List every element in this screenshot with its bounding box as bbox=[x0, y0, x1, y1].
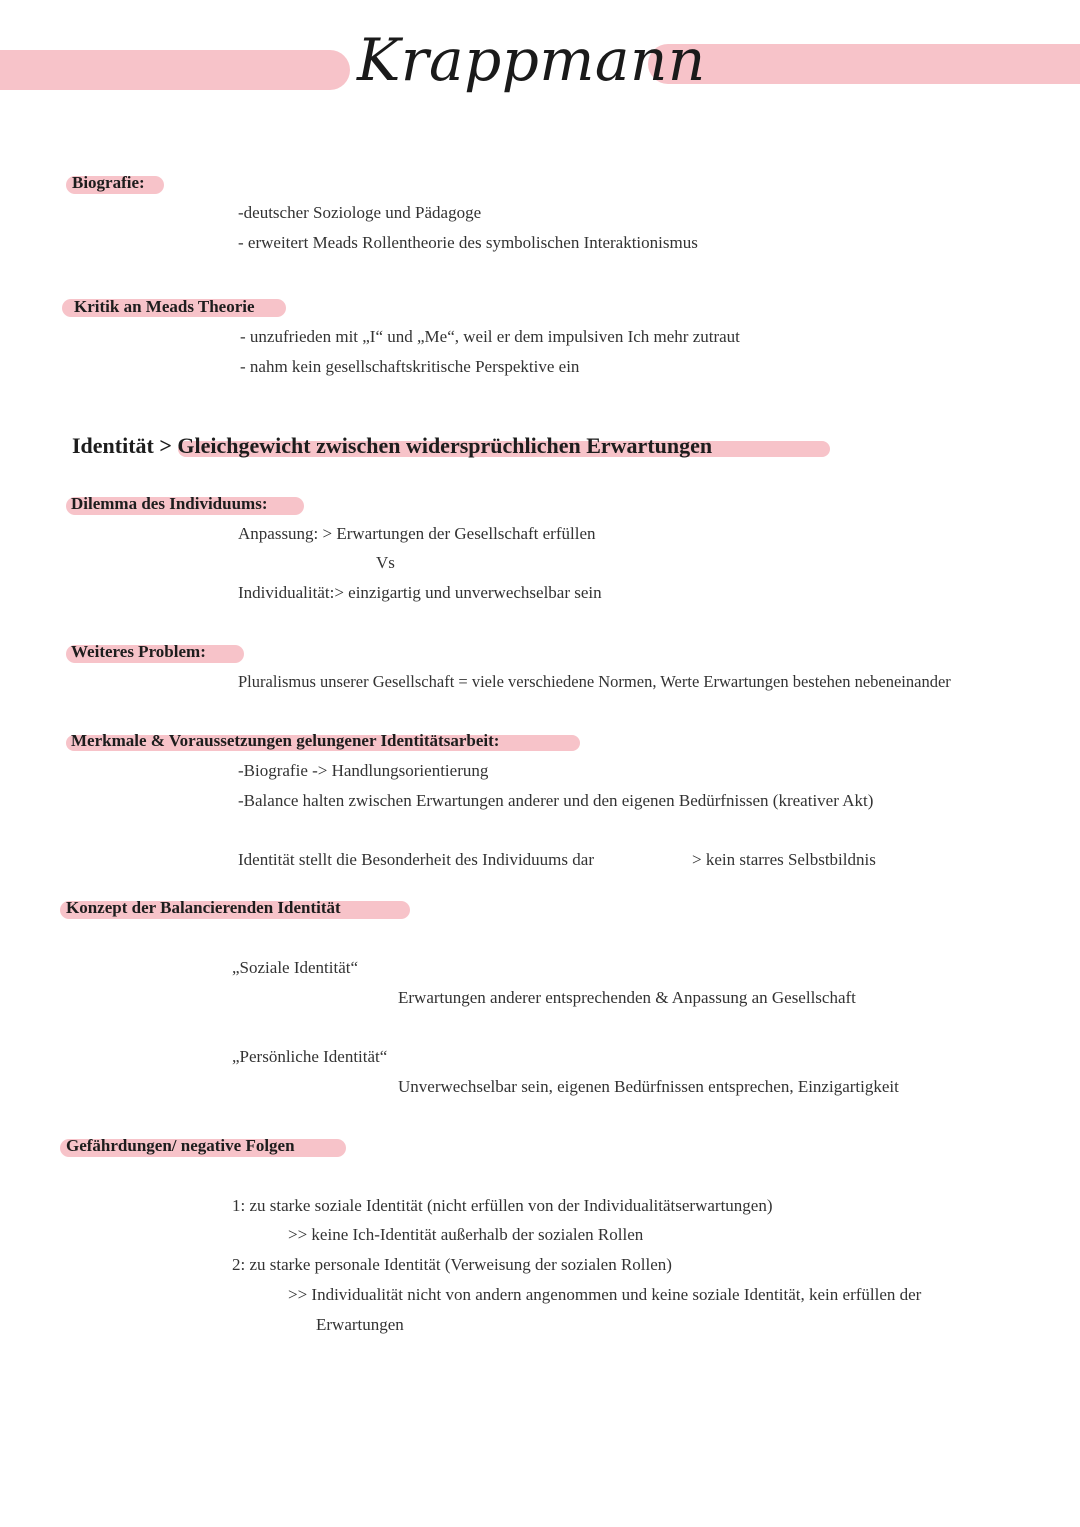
heading-kritik: Kritik an Meads Theorie bbox=[74, 297, 255, 316]
page-title: Krappmann bbox=[357, 26, 706, 94]
text-line: 1: zu starke soziale Identität (nicht erfüllen von der Individualitätserwartungen) bbox=[232, 1196, 773, 1215]
text-line: Individualität:> einzigartig und unverwechselbar sein bbox=[238, 583, 602, 602]
text-line: „Soziale Identität“ bbox=[232, 958, 359, 977]
text-line: Pluralismus unserer Gesellschaft = viele verschiedene Normen, Werte Erwartungen bestehen nebeneinander bbox=[238, 672, 951, 691]
text-line: -deutscher Soziologe und Pädagoge bbox=[238, 203, 482, 222]
text-line: Erwartungen anderer entsprechenden & Anpassung an Gesellschaft bbox=[398, 988, 856, 1007]
text-line: >> keine Ich-Identität außerhalb der sozialen Rollen bbox=[288, 1225, 644, 1244]
text-line: -Balance halten zwischen Erwartungen anderer und den eigenen Bedürfnissen (kreativer Akt) bbox=[238, 791, 874, 810]
text-line: - erweitert Meads Rollentheorie des symbolischen Interaktionismus bbox=[238, 233, 698, 252]
text-line: Identität stellt die Besonderheit des Individuums dar bbox=[238, 850, 594, 869]
text-line: Unverwechselbar sein, eigenen Bedürfnissen entsprechen, Einzigartigkeit bbox=[398, 1077, 899, 1096]
heading-dilemma: Dilemma des Individuums: bbox=[71, 494, 268, 513]
text-line: 2: zu starke personale Identität (Verweisung der sozialen Rollen) bbox=[232, 1255, 672, 1274]
header-bar-left bbox=[0, 50, 350, 90]
text-line: „Persönliche Identität“ bbox=[232, 1047, 388, 1066]
text-line: - unzufrieden mit „I“ und „Me“, weil er dem impulsiven Ich mehr zutraut bbox=[240, 327, 740, 346]
text-line: Vs bbox=[376, 553, 395, 572]
heading-konzept: Konzept der Balancierenden Identität bbox=[66, 898, 341, 917]
header-bar-right bbox=[648, 44, 1080, 84]
heading-gefahren: Gefährdungen/ negative Folgen bbox=[66, 1136, 295, 1155]
heading-biografie: Biografie: bbox=[72, 173, 145, 192]
text-line: - nahm kein gesellschaftskritische Perspektive ein bbox=[240, 357, 580, 376]
text-line: > kein starres Selbstbildnis bbox=[692, 850, 876, 869]
text-line: >> Individualität nicht von andern angenommen und keine soziale Identität, kein erfüllen der bbox=[288, 1285, 922, 1304]
text-line: -Biografie -> Handlungsorientierung bbox=[238, 761, 489, 780]
heading-merkmale: Merkmale & Voraussetzungen gelungener Identitätsarbeit: bbox=[71, 731, 500, 750]
heading-identitaet: Identität > Gleichgewicht zwischen widersprüchlichen Erwartungen bbox=[72, 433, 713, 458]
heading-problem: Weiteres Problem: bbox=[71, 642, 206, 661]
text-line: Anpassung: > Erwartungen der Gesellschaft erfüllen bbox=[238, 524, 596, 543]
text-line: Erwartungen bbox=[316, 1315, 404, 1334]
